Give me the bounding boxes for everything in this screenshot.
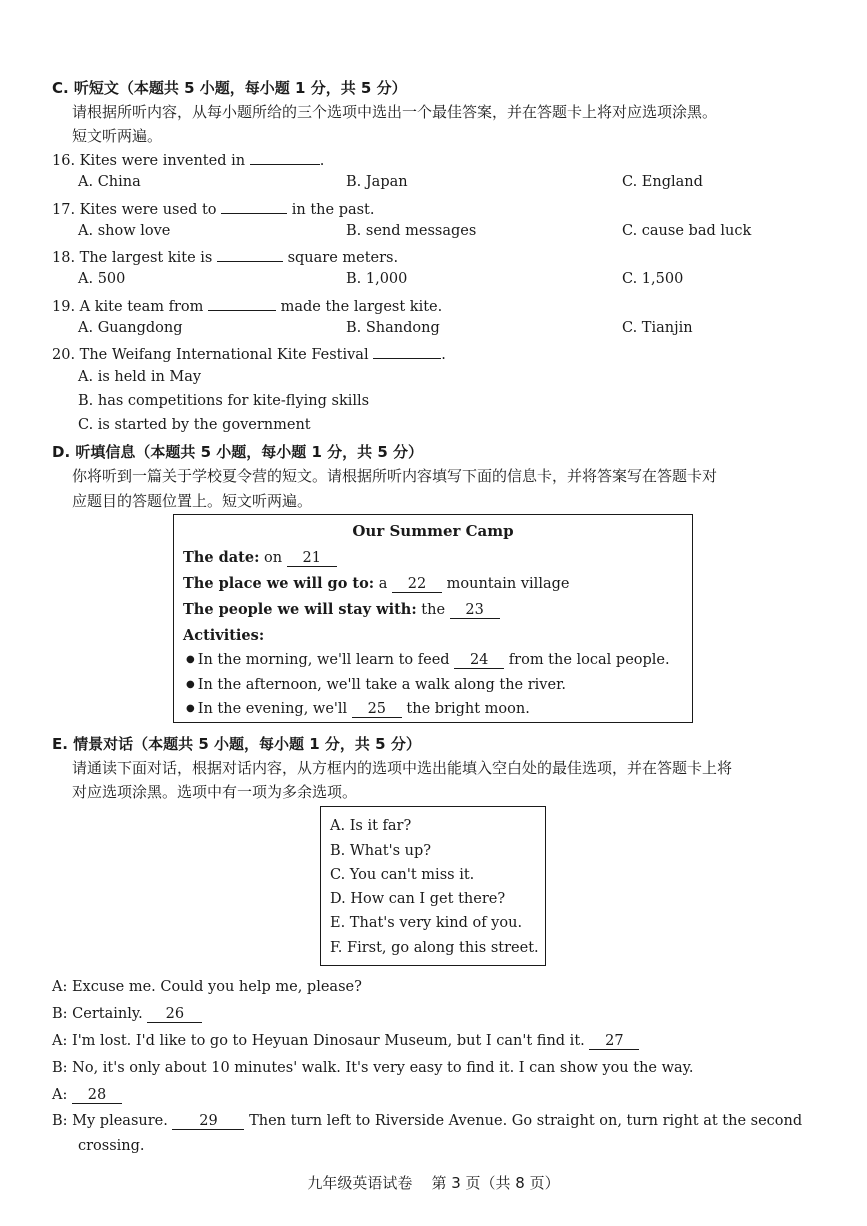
option-f: F. First, go along this street. (330, 940, 539, 956)
info-card-date-row: The date: on 21 (183, 549, 337, 567)
answer-blank (373, 344, 441, 359)
option-b: B. What's up? (330, 843, 432, 859)
answer-blank (217, 247, 283, 262)
question-20-stem: 20. The Weifang International Kite Festival . (52, 344, 446, 363)
option-a: A. Is it far? (330, 818, 412, 834)
question-19-stem: 19. A kite team from made the largest kite. (52, 296, 442, 315)
question-18-option-b: B. 1,000 (346, 271, 408, 287)
question-19-option-c: C. Tianjin (622, 320, 693, 336)
info-card-activity-morning: ● In the morning, we'll learn to feed 24 from the local people. (186, 652, 670, 668)
question-16-option-b: B. Japan (346, 174, 408, 190)
question-18-option-a: A. 500 (78, 271, 126, 287)
question-18-option-c: C. 1,500 (622, 271, 684, 287)
question-17-option-c: C. cause bad luck (622, 223, 752, 239)
answer-blank-28: 28 (72, 1087, 122, 1104)
option-c: C. You can't miss it. (330, 867, 475, 883)
dialogue-line-4: B: No, it's only about 10 minutes' walk. It's very easy to find it. I can show you the way. (52, 1060, 694, 1076)
dialogue-line-5: A: 28 (52, 1087, 122, 1104)
answer-blank-21: 21 (287, 550, 337, 567)
section-c-instruction-1: 请根据所听内容，从每小题所给的三个选项中选出一个最佳答案，并在答题卡上将对应选项涂黑。 (72, 103, 718, 121)
bullet-icon: ● (186, 679, 195, 690)
section-c-instruction-2: 短文听两遍。 (72, 127, 163, 145)
option-d: D. How can I get there? (330, 891, 506, 907)
question-20-option-b: B. has competitions for kite-flying skills (78, 393, 370, 409)
info-card-activities-label: Activities: (183, 627, 265, 644)
question-19-option-b: B. Shandong (346, 320, 440, 336)
answer-blank-26: 26 (147, 1006, 202, 1023)
question-19-option-a: A. Guangdong (78, 320, 183, 336)
question-20-option-a: A. is held in May (78, 369, 202, 385)
option-e: E. That's very kind of you. (330, 915, 523, 931)
section-d-title: D. 听填信息（本题共 5 小题，每小题 1 分，共 5 分） (52, 443, 424, 461)
section-c-title: C. 听短文（本题共 5 小题，每小题 1 分，共 5 分） (52, 79, 407, 97)
section-e-instruction-1: 请通读下面对话，根据对话内容，从方框内的选项中选出能填入空白处的最佳选项，并在答题卡上将 (72, 759, 733, 777)
dialogue-line-3: A: I'm lost. I'd like to go to Heyuan Dinosaur Museum, but I can't find it. 27 (52, 1033, 639, 1050)
section-e-title: E. 情景对话（本题共 5 小题，每小题 1 分，共 5 分） (52, 735, 421, 753)
answer-blank-22: 22 (392, 576, 442, 593)
info-card-activity-evening: ● In the evening, we'll 25 the bright moon. (186, 701, 530, 717)
answer-blank-25: 25 (352, 701, 402, 718)
question-16-option-a: A. China (78, 174, 141, 190)
question-17-stem: 17. Kites were used to in the past. (52, 199, 375, 218)
question-16-option-c: C. England (622, 174, 703, 190)
section-d-instruction-1: 你将听到一篇关于学校夏令营的短文。请根据所听内容填写下面的信息卡，并将答案写在答题卡对 (72, 467, 718, 485)
info-card-activity-afternoon: ● In the afternoon, we'll take a walk along the river. (186, 677, 567, 693)
answer-blank (208, 296, 276, 311)
question-17-option-b: B. send messages (346, 223, 477, 239)
section-e-instruction-2: 对应选项涂黑。选项中有一项为多余选项。 (72, 783, 358, 801)
dialogue-line-2: B: Certainly. 26 (52, 1006, 202, 1023)
dialogue-line-7: crossing. (78, 1138, 145, 1154)
info-card-title: Our Summer Camp (352, 522, 514, 540)
info-card-people-row: The people we will stay with: the 23 (183, 601, 500, 619)
answer-blank (250, 150, 320, 165)
answer-blank (221, 199, 287, 214)
page-footer: 九年级英语试卷 第 3 页（共 8 页） (307, 1174, 560, 1192)
question-20-option-c: C. is started by the government (78, 417, 311, 433)
dialogue-line-6: B: My pleasure. 29 Then turn left to Riverside Avenue. Go straight on, turn right at the second (52, 1113, 803, 1129)
answer-blank-29: 29 (172, 1113, 244, 1130)
info-card-place-row: The place we will go to: a 22 mountain village (183, 575, 570, 592)
answer-blank-23: 23 (450, 602, 500, 619)
question-17-option-a: A. show love (78, 223, 171, 239)
question-16-stem: 16. Kites were invented in . (52, 150, 324, 169)
question-18-stem: 18. The largest kite is square meters. (52, 247, 398, 266)
answer-blank-24: 24 (454, 652, 504, 669)
dialogue-line-1: A: Excuse me. Could you help me, please? (52, 979, 362, 995)
answer-blank-27: 27 (589, 1033, 639, 1050)
bullet-icon: ● (186, 654, 195, 665)
section-d-instruction-2: 应题目的答题位置上。短文听两遍。 (72, 492, 313, 510)
bullet-icon: ● (186, 703, 195, 714)
